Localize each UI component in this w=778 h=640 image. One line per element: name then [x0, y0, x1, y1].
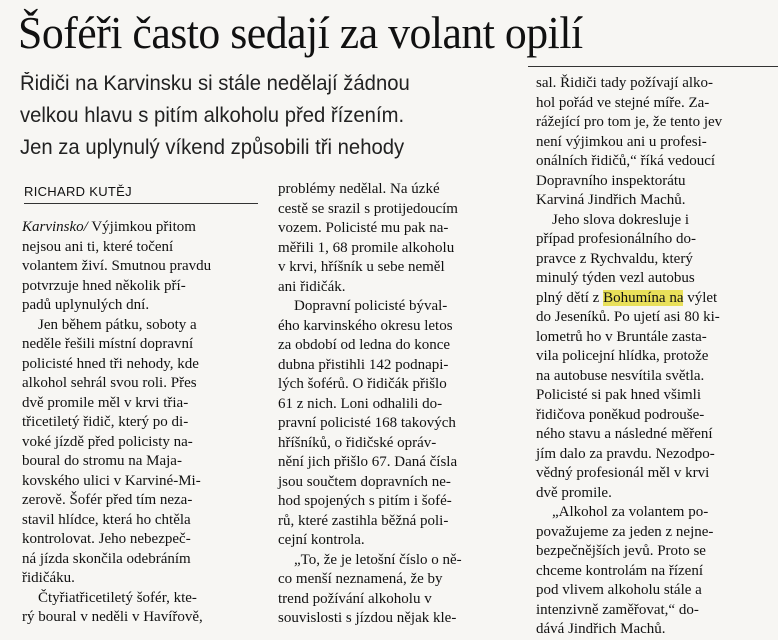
body-text-line: ná jízda skončila odebráním — [22, 550, 191, 567]
body-text-line: plný dětí z Bohumína na výlet — [536, 289, 718, 306]
body-text-line: vozem. Policisté mu pak na- — [278, 220, 449, 236]
body-text-line: nejsou ani ti, které točení — [22, 238, 174, 255]
body-text-line: 61 z nich. Loni odhalili do- — [278, 395, 443, 412]
body-text-line: na autobuse nesvítila světla. — [536, 367, 705, 384]
body-text-line: jsou součtem dopravních ne- — [278, 473, 451, 490]
body-text-line: hříšníků, o řidičské opráv- — [278, 434, 437, 451]
column-rule — [528, 66, 778, 67]
body-text-line: jím dalo za pravdu. Nezodpo- — [536, 445, 715, 462]
body-text-line: intenzivně zaměřovat,“ do- — [536, 601, 699, 618]
body-text-line: Jen během pátku, soboty a — [38, 316, 197, 333]
body-text-line: chceme kontrolám na řízení — [536, 562, 704, 579]
body-text-line: dubna přistihli 142 podnapi- — [278, 356, 449, 373]
body-text-line: pod vlivem alkoholu stále a — [536, 582, 702, 598]
body-text-line: vila policejní hlídka, protože — [536, 348, 709, 364]
body-text-line: pravce z Rychvaldu, který — [536, 250, 693, 267]
body-text-line: Jeho slova dokresluje i — [552, 211, 690, 228]
body-text-line: pravní policisté 168 takových — [278, 415, 456, 431]
body-text-line: není výjimkou ani u profesi- — [536, 133, 707, 150]
body-text-line: Dopravního inspektorátu — [536, 172, 686, 189]
byline-rule — [24, 203, 258, 204]
body-text-line: dvě promile měl v krvi třia- — [22, 394, 189, 411]
deck-line: velkou hlavu s pitím alkoholu před řízením. — [20, 104, 405, 127]
body-text-line: ného stavu a následné měření — [536, 426, 713, 442]
body-text-line: trend požívání alkoholu v — [278, 590, 432, 607]
body-text-line: za období od ledna do konce — [278, 337, 451, 353]
body-text-line: vědný profesionál měl v krvi — [536, 465, 710, 481]
body-text-line: hol pořád ve stejné míře. Za- — [536, 94, 710, 111]
body-text-line: alkohol sehrál svou roli. Přes — [22, 375, 197, 391]
body-text-line: Dopravní policisté býval- — [294, 298, 448, 314]
body-text-line: kontrolovat. Jeho nebezpeč- — [22, 531, 191, 547]
body-text-line: rý boural v neděli v Havířově, — [22, 609, 203, 625]
body-text-line: rů, které zastihla běžná poli- — [278, 512, 449, 529]
body-text-line: považujeme za jeden z nejne- — [536, 523, 714, 540]
body-text-line: ého karvinského okresu letos — [278, 317, 453, 334]
highlighted-text: Bohumína na — [603, 289, 684, 306]
article-headline: Šoféři často sedají za volant opilí — [18, 7, 583, 58]
body-text-line: problémy nedělal. Na úzké — [278, 181, 440, 197]
body-text-line: policisté hned tři nehody, kde — [22, 355, 199, 372]
body-text-line: Karvinsko/ Výjimkou přitom — [22, 219, 196, 235]
body-text-line: měřili 1, 68 promile alkoholu — [278, 239, 455, 256]
body-text-line: padů uplynulých dní. — [22, 297, 150, 313]
deck-line: Řidiči na Karvinsku si stále nedělají žádnou — [20, 72, 410, 95]
body-text-line: sal. Řidiči tady požívají alko- — [536, 75, 714, 91]
article-deck — [20, 68, 512, 164]
body-text-line: Karviná Jindřich Machů. — [536, 192, 686, 208]
body-text-line: v krvi, hříšník u sebe neměl — [278, 259, 445, 275]
article-column-2 — [278, 180, 518, 629]
body-text-line: zerově. Šofér před tím neza- — [22, 492, 193, 508]
body-text-line: volantem živí. Smutnou pravdu — [22, 258, 212, 274]
body-text-line: „To, že je letošní číslo o ně- — [294, 551, 462, 568]
body-text-line: řidičova poněkud podrouše- — [536, 406, 705, 423]
article-column-3 — [536, 74, 772, 640]
body-text-line: cestě se srazil s protijedoucím — [278, 200, 458, 217]
body-text-line: dává Jindřich Machů. — [536, 621, 666, 637]
body-text-line: cejní kontrola. — [278, 532, 365, 548]
body-text-line: potvrzuje hned několik pří- — [22, 277, 186, 294]
deck-line: Jen za uplynulý víkend způsobili tři nehody — [20, 136, 405, 159]
body-text-line: neděle řešili místní dopravní — [22, 336, 194, 352]
body-text-line: co menší neznamená, že by — [278, 571, 443, 587]
body-text-line: rážející pro tom je, že tento jev — [536, 114, 723, 130]
body-text-line: voké jízdě před policisty na- — [22, 433, 193, 450]
body-text-line: hod spojených s pitím i šofé- — [278, 493, 452, 509]
body-text-line: kovského ulici v Karviné-Mi- — [22, 472, 201, 489]
article-column-1 — [22, 218, 260, 628]
body-text-line: nění jich přišlo 67. Daná čísla — [278, 454, 458, 470]
body-text-line: „Alkohol za volantem po- — [552, 504, 709, 520]
body-text-line: dvě promile. — [536, 484, 612, 501]
body-text-line: onálních řidičů,“ říká vedoucí — [536, 153, 716, 169]
body-text-line: minulý týden vezl autobus — [536, 270, 695, 286]
body-text-line: boural do stromu na Maja- — [22, 453, 182, 469]
dateline: Karvinsko/ — [22, 219, 88, 235]
body-text-line: stavil hlídce, která ho chtěla — [22, 511, 191, 528]
byline: RICHARD KUTĚJ — [24, 184, 132, 199]
body-text-line: ani řidičák. — [278, 278, 346, 295]
body-text-line: řidičáku. — [22, 570, 75, 586]
body-text-line: lých šoférů. O řidičák přišlo — [278, 376, 447, 392]
body-text-line: Policisté si pak hned všimli — [536, 387, 701, 403]
body-text-line: souvislosti s jízdou nějak kle- — [278, 610, 457, 626]
body-text-line: bezpečnějších jevů. Proto se — [536, 543, 706, 559]
body-text-line: lometrů ho v Bruntále zasta- — [536, 328, 707, 345]
body-text-line: případ profesionálního do- — [536, 231, 696, 247]
body-text-line: třicetiletý řidič, který po di- — [22, 414, 189, 430]
body-text-line: do Jeseníků. Po ujetí asi 80 ki- — [536, 309, 720, 325]
body-text-line: Čtyřiatřicetiletý šofér, kte- — [38, 589, 197, 606]
